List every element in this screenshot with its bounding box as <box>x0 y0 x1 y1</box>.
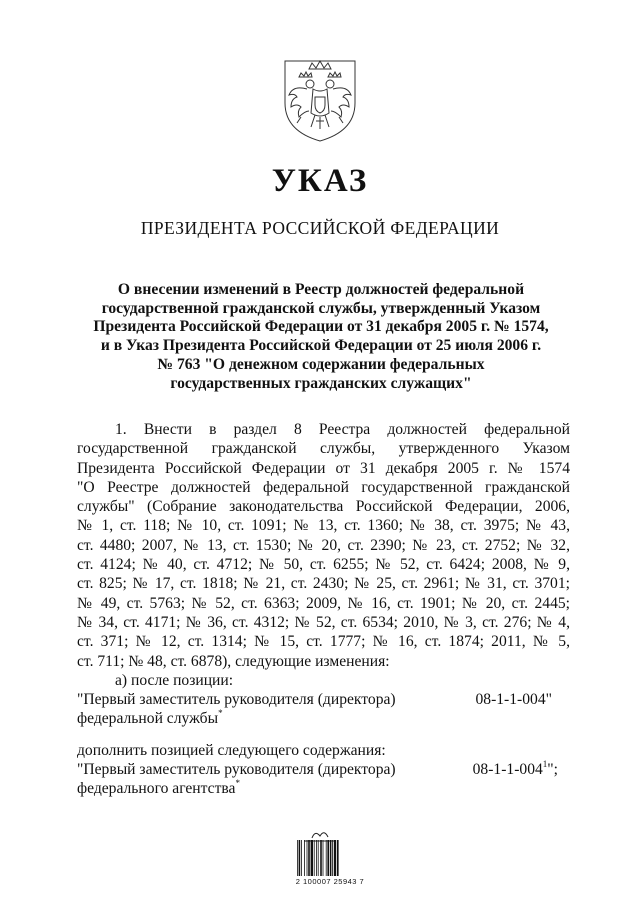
barcode-bar <box>332 840 333 876</box>
barcode-bar <box>327 840 329 876</box>
footnote-star: * <box>218 708 223 719</box>
barcode-bar <box>311 840 313 876</box>
position-2-code: 08-1-1-004 <box>472 761 543 779</box>
position-2-code-end: "; <box>547 761 558 779</box>
barcode-bar <box>337 840 339 876</box>
paragraph-line: ст. 371; № 12, ст. 1314; № 15, ст. 1777; № 16, ст. 1874; 2011, № 5, <box>77 633 570 651</box>
heading-line: государственных гражданских служащих" <box>170 374 472 392</box>
paragraph-line: ст. 825; № 17, ст. 1818; № 21, ст. 2430; № 25, ст. 2961; № 31, ст. 3701; <box>77 575 570 593</box>
supplement-text: дополнить позицией следующего содержания: <box>77 741 386 759</box>
position-1-code: 08-1-1-004" <box>475 691 552 709</box>
position-1-subtitle: федеральной службы <box>77 710 219 728</box>
issuer-line: ПРЕЗИДЕНТА РОССИЙСКОЙ ФЕДЕРАЦИИ <box>140 218 500 238</box>
position-2-code-sup: 1 <box>542 759 548 770</box>
barcode-bar <box>299 840 301 876</box>
decree-heading <box>78 281 564 393</box>
position-2-title: "Первый заместитель руководителя (директора) <box>77 761 396 779</box>
heading-line: № 763 "О денежном содержании федеральных <box>157 355 485 373</box>
decree-body <box>77 420 570 799</box>
position-2-line2 <box>77 779 570 798</box>
paragraph-line: № 49, ст. 5763; № 52, ст. 6363; 2009, № 16, ст. 1901; № 20, ст. 2445; <box>77 594 570 612</box>
position-2-subtitle: федерального агентства <box>77 780 236 798</box>
barcode-bar <box>304 840 305 876</box>
paragraph-line: государственной гражданской службы, утвержденного Указом <box>77 440 570 458</box>
barcode-bar <box>318 840 319 876</box>
position-2-row <box>77 760 570 779</box>
barcode-bar <box>316 840 317 876</box>
paragraph-line: ст. 4124; № 40, ст. 4712; № 50, ст. 6255; № 52, ст. 6424; 2008, № 9, <box>77 556 570 574</box>
barcode-bar <box>330 840 332 876</box>
barcode-bar <box>301 840 302 876</box>
barcode-number: 2 100007 25943 7 <box>295 877 365 886</box>
footnote-star: * <box>235 778 240 789</box>
paragraph-line: "О Реестре должностей федеральной государственной гражданской <box>77 478 570 496</box>
paragraph-line: ст. 711; № 48, ст. 6878), следующие изменения: <box>77 652 390 670</box>
heading-line: и в Указ Президента Российской Федерации от 25 июля 2006 г. <box>100 337 542 355</box>
spacer <box>77 729 570 741</box>
paragraph-line: № 34, ст. 4171; № 36, ст. 4312; № 52, ст. 6534; 2010, № 3, ст. 276; № 4, <box>77 613 570 631</box>
barcode-bar <box>323 840 324 876</box>
decree-title: УКАЗ <box>271 163 369 199</box>
barcode-bar <box>297 840 298 876</box>
position-1-line2 <box>77 709 570 728</box>
heading-line: Президента Российской Федерации от 31 декабря 2005 г. № 1574, <box>93 318 549 336</box>
barcode-bar <box>334 840 336 876</box>
paragraph-line: службы" (Собрание законодательства Российской Федерации, 2006, <box>77 498 570 516</box>
coat-of-arms-emblem <box>279 55 361 143</box>
barcode-bar <box>307 840 308 876</box>
barcode <box>296 840 346 876</box>
heading-line: О внесении изменений в Реестр должностей федеральной <box>117 281 525 298</box>
heading-line: государственной гражданской службы, утвержденный Указом <box>101 299 541 317</box>
barcode-bar <box>326 840 327 876</box>
position-1-title: "Первый заместитель руководителя (директора) <box>77 691 396 709</box>
position-1-row <box>77 690 570 709</box>
paragraph-line: Президента Российской Федерации от 31 декабря 2005 г. № 1574 <box>77 459 570 477</box>
barcode-bar <box>320 840 322 876</box>
barcode-bar <box>314 840 315 876</box>
paragraph-line: 1. Внести в раздел 8 Реестра должностей федеральной <box>115 421 570 438</box>
paragraph-line: № 1, ст. 118; № 10, ст. 1091; № 13, ст. 1360; № 38, ст. 3975; № 43, <box>77 517 570 535</box>
position-2-code-wrap <box>473 760 558 781</box>
item-a: а) после позиции: <box>115 671 234 689</box>
barcode-bar <box>308 840 310 876</box>
paragraph-line: ст. 4480; 2007, № 13, ст. 1530; № 20, ст. 2390; № 23, ст. 2752; № 32, <box>77 536 570 554</box>
